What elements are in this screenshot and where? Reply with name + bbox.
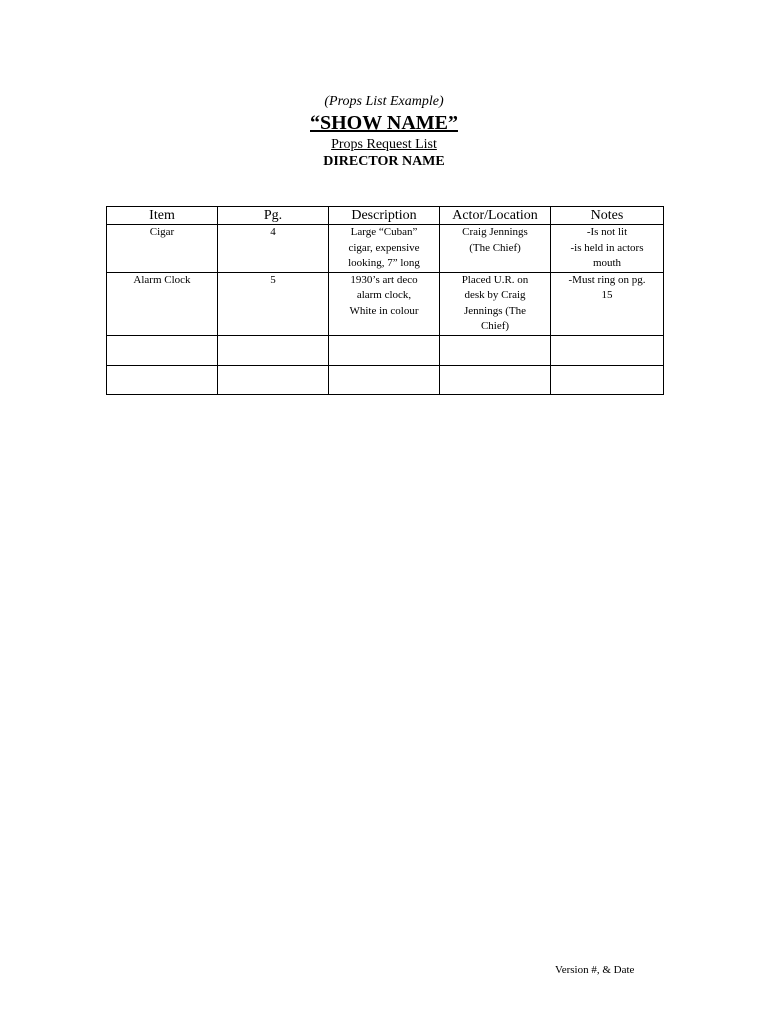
cell-actor-location: Craig Jennings (The Chief) bbox=[440, 225, 551, 273]
cell-page: 5 bbox=[218, 272, 329, 335]
cell-item bbox=[107, 335, 218, 365]
table-row-empty bbox=[107, 335, 664, 365]
column-header-item: Item bbox=[107, 207, 218, 225]
cell-description bbox=[329, 335, 440, 365]
table-header-row bbox=[107, 207, 664, 225]
version-date-footer: Version #, & Date bbox=[555, 964, 635, 976]
column-header-actor-location: Actor/Location bbox=[440, 207, 551, 225]
cell-item: Cigar bbox=[107, 225, 218, 273]
cell-page bbox=[218, 335, 329, 365]
column-header-description: Description bbox=[329, 207, 440, 225]
show-name-title: “SHOW NAME” bbox=[310, 112, 458, 134]
cell-item bbox=[107, 365, 218, 394]
cell-actor-location bbox=[440, 365, 551, 394]
cell-page bbox=[218, 365, 329, 394]
list-title: Props Request List bbox=[331, 137, 437, 152]
director-name: DIRECTOR NAME bbox=[323, 154, 445, 169]
cell-description: Large “Cuban” cigar, expensive looking, 7” long bbox=[329, 225, 440, 273]
table-row bbox=[107, 272, 664, 335]
cell-page: 4 bbox=[218, 225, 329, 273]
table-row bbox=[107, 225, 664, 273]
column-header-notes: Notes bbox=[551, 207, 664, 225]
props-table bbox=[106, 206, 664, 395]
cell-item: Alarm Clock bbox=[107, 272, 218, 335]
cell-notes: -Must ring on pg. 15 bbox=[551, 272, 664, 335]
cell-notes: -Is not lit -is held in actors mouth bbox=[551, 225, 664, 273]
cell-description: 1930’s art deco alarm clock, White in colour bbox=[329, 272, 440, 335]
example-label: (Props List Example) bbox=[324, 94, 444, 109]
cell-actor-location: Placed U.R. on desk by Craig Jennings (The Chief) bbox=[440, 272, 551, 335]
cell-notes bbox=[551, 335, 664, 365]
table-row-empty bbox=[107, 365, 664, 394]
cell-notes bbox=[551, 365, 664, 394]
cell-actor-location bbox=[440, 335, 551, 365]
cell-description bbox=[329, 365, 440, 394]
column-header-page: Pg. bbox=[218, 207, 329, 225]
